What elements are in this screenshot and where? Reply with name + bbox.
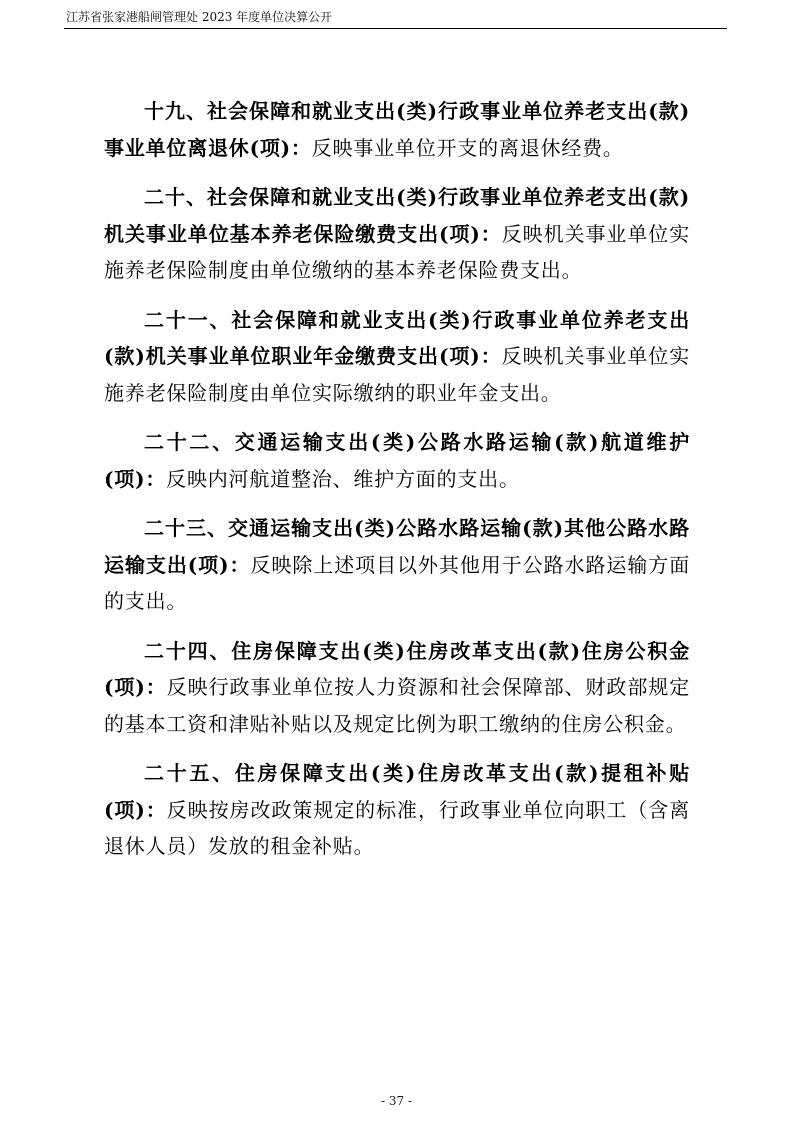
paragraph-19 (104, 93, 690, 166)
paragraph-heading: 二十五、住房保障支出(类)住房改革支出(款)提租补贴(项)： (104, 761, 690, 822)
paragraph-heading: 二十四、住房保障支出(类)住房改革支出(款)住房公积金(项)： (104, 638, 690, 699)
page-number: - 37 - (380, 1094, 412, 1108)
paragraph-22 (104, 424, 690, 497)
paragraph-25 (104, 755, 690, 865)
paragraph-heading: 二十、社会保障和就业支出(类)行政事业单位养老支出(款)机关事业单位基本养老保险缴费支出(项)： (104, 185, 690, 246)
paragraph-text: 反映行政事业单位按人力资源和社会保障部、财政部规定的基本工资和津贴补贴以及规定比例为职工缴纳的住房公积金。 (104, 675, 690, 736)
header-rule (64, 28, 727, 29)
paragraph-20 (104, 179, 690, 289)
paragraph-heading: 二十一、社会保障和就业支出(类)行政事业单位养老支出(款)机关事业单位职业年金缴费支出(项)： (104, 307, 690, 368)
paragraph-text: 反映事业单位开支的离退休经费。 (311, 135, 624, 160)
paragraph-24 (104, 633, 690, 743)
paragraph-text: 反映按房改政策规定的标准，行政事业单位向职工（含离退休人员）发放的租金补贴。 (104, 797, 690, 858)
paragraph-21 (104, 302, 690, 412)
paragraph-text: 反映机关事业单位实施养老保险制度由单位实际缴纳的职业年金支出。 (104, 344, 690, 405)
paragraph-text: 反映机关事业单位实施养老保险制度由单位缴纳的基本养老保险费支出。 (104, 221, 690, 282)
paragraph-text: 反映除上述项目以外其他用于公路水路运输方面的支出。 (104, 552, 690, 613)
document-body (104, 93, 690, 878)
paragraph-heading: 二十二、交通运输支出(类)公路水路运输(款)航道维护(项)： (104, 430, 690, 491)
paragraph-text: 反映内河航道整治、维护方面的支出。 (166, 466, 520, 491)
paragraph-heading: 十九、社会保障和就业支出(类)行政事业单位养老支出(款)事业单位离退休(项)： (104, 99, 690, 160)
page-header-title: 江苏省张家港船闸管理处 2023 年度单位决算公开 (66, 10, 333, 24)
paragraph-23 (104, 510, 690, 620)
paragraph-heading: 二十三、交通运输支出(类)公路水路运输(款)其他公路水路运输支出(项)： (104, 516, 690, 577)
